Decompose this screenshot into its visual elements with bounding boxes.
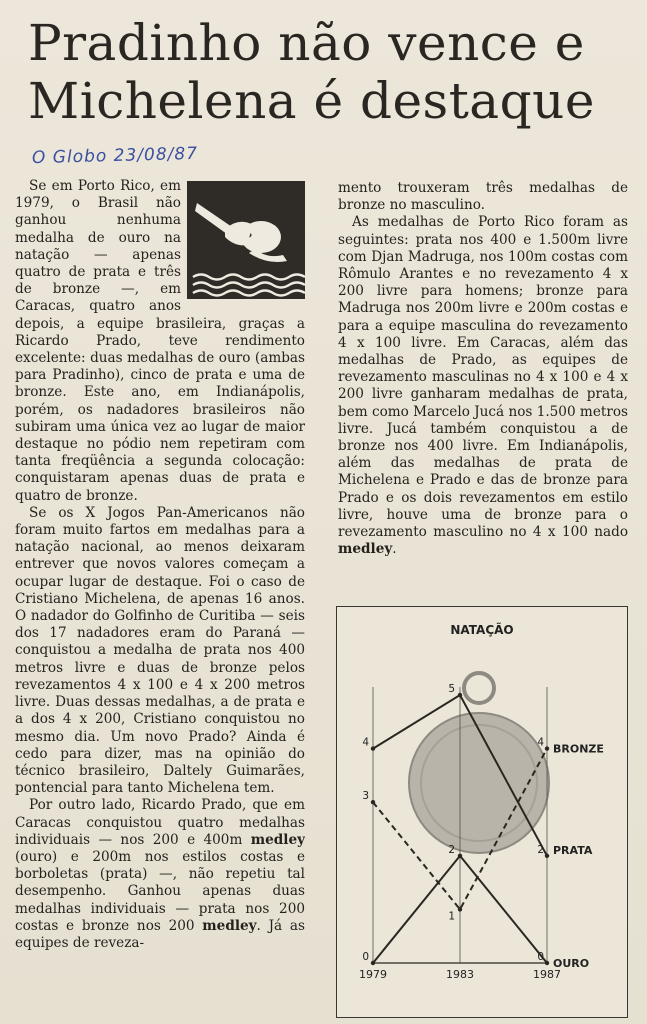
paragraph-3 [15,797,305,952]
data-point [545,746,549,750]
handwritten-source-note: O Globo 23/08/87 [31,143,199,169]
paragraph-3-text: Por outro lado, Ricardo Prado, que em Caracas conquistou quatro medalhas individuais — nos 200 e 400m [15,797,305,848]
data-label: 4 [537,736,544,749]
medal-illustration [409,673,549,853]
data-point [545,961,549,965]
medley-word: medley [202,917,257,934]
medley-word: medley [250,831,305,848]
chart-title: NATAÇÃO [450,623,514,637]
data-label: 5 [448,683,455,695]
data-label: 0 [362,951,369,963]
headline: Pradinho não vence e Michelena é destaque [28,14,595,130]
data-point [458,854,462,858]
x-tick-label: 1987 [533,968,561,981]
swimmer-pictogram-icon [187,181,305,299]
data-label: 2 [448,843,455,856]
chart-canvas [337,607,627,1017]
data-label: 2 [537,843,544,856]
paragraph-3-text-b: (ouro) e 200m nos estilos costas e borboletas (prata) —, não repetiu tal desempenho. Ganhou apenas duas medalhas individuais — prata nos 200 costas e bronze nos 200 [15,848,305,934]
data-point [371,961,375,965]
data-label: 0 [537,951,544,963]
data-point [371,800,375,804]
paragraph-4 [338,214,628,558]
paragraph-2: Se os X Jogos Pan-Americanos não foram muito fartos em medalhas para a natação nacional, ao menos deixaram entrever que novos valores começam a ocupar lugar de destaque. Foi o caso de Cristiano Michelena, de apenas 16 anos. O nadador do Golfinho de Curitiba — seis dos 17 nadadores eram do Paraná — conquistou a medalha de prata nos 400 metros livre e duas de bronze pelos revezamentos 4 x 100 e 4 x 200 metros livre. Duas dessas medalhas, a de prata e a dos 4 x 200, Cristiano conquistou no mesmo dia. Um novo Prado? Ainda é cedo para dizer, mas na opinião do técnico brasileiro, Daltely Guimarães, pontencial para tanto Michelena tem. [15,504,305,797]
x-tick-label: 1979 [359,968,387,981]
paragraph-4-text: As medalhas de Porto Rico foram as seguintes: prata nos 400 e 1.500m livre com Djan Madruga, nos 100m costas com Rômulo Arantes e no revezamento 4 x 200 livre para homens; bronze para Madruga nos 200m livre e 200m costas e para a equipe masculina do revezamento 4 x 100 livre. Em Caracas, além das medalhas de Prado, as equipes de revezamento masculinas no 4 x 100 e 4 x 200 livre ganharam medalhas de prata, bem como Marcelo Jucá nos 1.500 metros livre. Jucá também conquistou a de bronze nos 400 livre. Em Indianápolis, além das medalhas de prata de Michelena e Prado e das de bronze para Prado e os dois revezamentos em estilo livre, houve uma de bronze para o revezamento masculino no 4 x 100 nado [338,214,628,541]
paragraph-3-text-c: . Já as equipes de reveza- [15,917,305,951]
medal-chart [336,606,628,1018]
data-point [458,693,462,697]
paragraph-continuation: mento trouxeram três medalhas de bronze no masculino. [338,180,628,214]
medley-word: medley [338,541,393,558]
data-label: 1 [448,910,455,923]
data-label: 3 [362,790,369,803]
paragraph-4-end: . [392,541,397,558]
paragraph-1: Se em Porto Rico, em 1979, o Brasil não ganhou nenhuma medalha de ouro na natação — apenas quatro de prata e três de bronze —, em Caracas, quatro anos depois, a equipe brasileira, graças a Ricardo Prado, teve rendimento excelente: duas medalhas de ouro (ambas para Pradinho), cinco de prata e uma de bronze. Este ano, em Indianápolis, porém, os nadadores brasileiros não subiram uma única vez ao lugar de maior destaque no pódio nem repetiram com tanta freqüência a segunda colocação: conquistaram apenas duas de prata e quatro de bronze. [15,178,305,504]
series-name-label: BRONZE [553,742,604,756]
data-label: 4 [362,736,369,749]
data-point [371,746,375,750]
article-column-2 [338,180,628,558]
series-name-label: PRATA [553,843,593,857]
data-point [545,854,549,858]
data-point [458,907,462,911]
series-name-label: OURO [553,957,590,970]
article-column-1 [15,178,305,1024]
x-tick-label: 1983 [446,968,474,981]
